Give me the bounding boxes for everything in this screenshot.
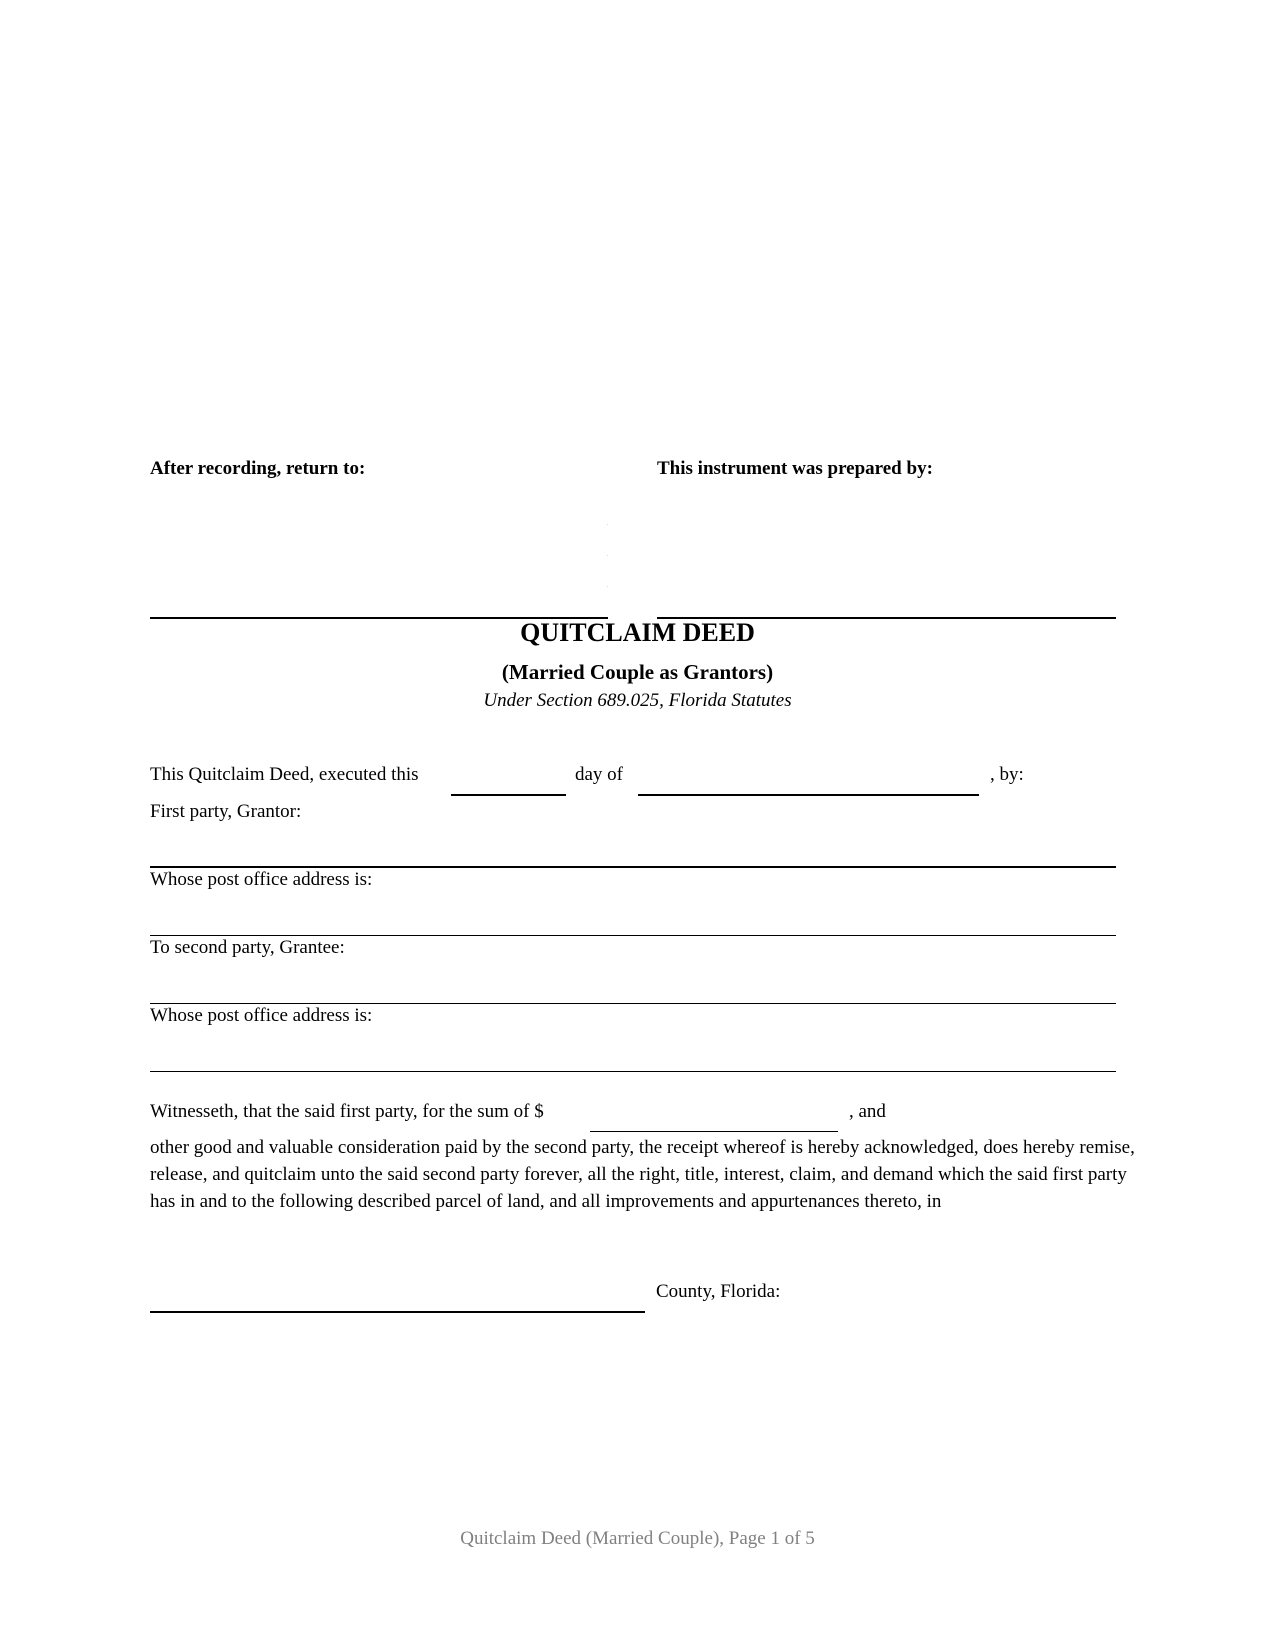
statute-reference: Under Section 689.025, Florida Statutes bbox=[483, 690, 792, 711]
document-subtitle: (Married Couple as Grantors) bbox=[501, 660, 774, 684]
month-year-field[interactable] bbox=[638, 794, 979, 796]
column-mark bbox=[607, 524, 608, 525]
first-party-label: First party, Grantor: bbox=[150, 801, 302, 822]
county-field[interactable] bbox=[150, 1311, 645, 1313]
column-mark bbox=[607, 586, 608, 587]
executed-prefix: This Quitclaim Deed, executed this bbox=[150, 764, 419, 785]
by-label: , by: bbox=[990, 764, 1024, 785]
second-party-label: To second party, Grantee: bbox=[150, 937, 345, 958]
grantor-address-field[interactable] bbox=[150, 935, 1116, 936]
county-label: County, Florida: bbox=[656, 1281, 781, 1302]
page-footer: Quitclaim Deed (Married Couple), Page 1 of 5 bbox=[460, 1528, 815, 1549]
consideration-paragraph: other good and valuable consideration paid by the second party, the receipt whereof is hereby acknowledged, does hereby remise, release, and quitclaim unto the said second party forever, all the right, title, interest, claim, and demand which the said first party has in and to the following described parcel of land, and all improvements and appurtenances thereto, in bbox=[150, 1137, 1135, 1212]
grantor-name-field[interactable] bbox=[150, 866, 1116, 868]
document-title: QUITCLAIM DEED bbox=[520, 618, 755, 647]
sum-suffix: , and bbox=[849, 1101, 886, 1122]
first-party-address-label: Whose post office address is: bbox=[150, 869, 373, 890]
second-party-address-label: Whose post office address is: bbox=[150, 1005, 373, 1026]
grantee-name-field[interactable] bbox=[150, 1003, 1116, 1004]
sum-field[interactable] bbox=[590, 1131, 838, 1132]
day-field[interactable] bbox=[451, 794, 566, 796]
column-mark bbox=[607, 555, 608, 556]
grantee-address-field[interactable] bbox=[150, 1071, 1116, 1072]
sum-prefix: Witnesseth, that the said first party, for the sum of $ bbox=[150, 1101, 544, 1122]
return-to-label: After recording, return to: bbox=[150, 458, 366, 479]
prepared-by-label: This instrument was prepared by: bbox=[657, 458, 933, 479]
day-of-label: day of bbox=[575, 764, 624, 785]
